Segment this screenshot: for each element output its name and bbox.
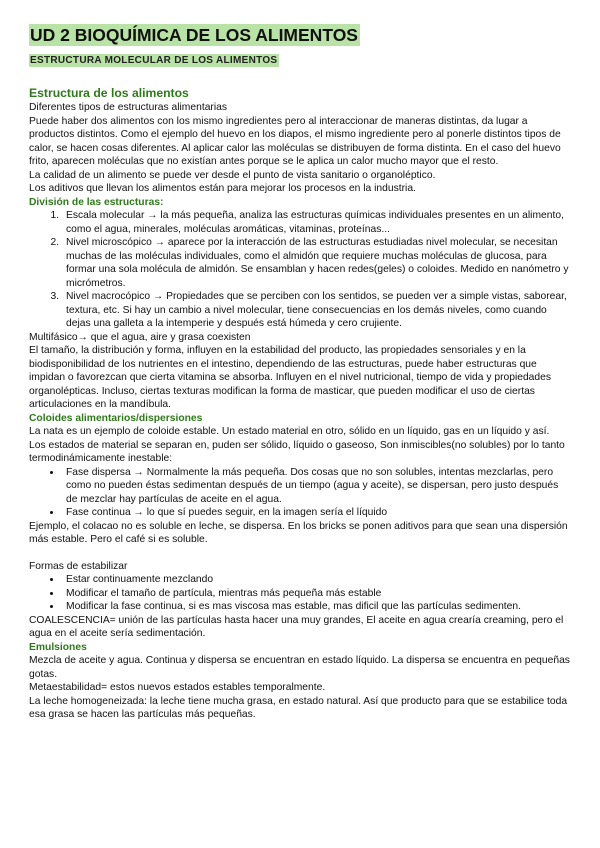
list-item: 3. Nivel macrocópico → Propiedades que se perciben con los sentidos, se pueden ver a simple vistas, saborear, textura, etc. Si hay un cambio a nivel molecular, tiene consecuencias en los demás niveles, como cuando dejas una galleta a la intemperie y después está húmeda y cero crujiente. [62, 290, 570, 331]
estabilizar-list [29, 573, 570, 614]
list-item: • Fase continua → lo que sí puedes seguir, en la imagen sería el líquido [62, 506, 570, 520]
paragraph: Ejemplo, el colacao no es soluble en leche, se dispersa. En los bricks se ponen aditivos para que sean una dispersión más estable. Pero el café si es soluble. [29, 520, 568, 545]
paragraph: La nata es un ejemplo de coloide estable. Un estado material en otro, sólido en un líquido, gas en un líquido y así. [29, 426, 550, 437]
section-heading-estructura: Estructura de los alimentos [29, 86, 189, 100]
fase-list [29, 466, 570, 520]
list-item: • Modificar el tamaño de partícula, mientras más pequeña más estable [62, 587, 570, 601]
page-subtitle: ESTRUCTURA MOLECULAR DE LOS ALIMENTOS [30, 55, 278, 66]
paragraph: Multifásico→ que el agua, aire y grasa coexisten [29, 331, 251, 343]
paragraph: Mezcla de aceite y agua. Continua y dispersa se encuentran en estado líquido. La dispersa se encuentra en pequeñas gotas. [29, 655, 570, 680]
subheading-division: División de las estructuras: [29, 196, 164, 208]
list-item: 2. Nivel microscópico → aparece por la interacción de las estructuras estudiadas nivel molecular, se necesitan muchas de las moléculas individuales, como el almidón que requiere muchas moléculas de glucosa, para formar una sola molécula de almidón. Se ensamblan y hacen redes(geles) o coloides. Medido en nanómetro y micrómetros. [62, 236, 570, 290]
subheading-coloides: Coloides alimentarios/dispersiones [29, 412, 203, 424]
paragraph: Los aditivos que llevan los alimentos están para mejorar los procesos en la industria. [29, 183, 416, 194]
paragraph: Puede haber dos alimentos con los mismo ingredientes pero al interaccionar de maneras distintas, da lugar a productos distintos. Como el ejemplo del huevo en los diapos, el mismo ingrediente pero al ponerle distintos tipos de calor, se hacen cosas diferentes. Al aplicar calor las moléculas se distribuyen de forma distinta. En el caso del huevo frito, aparecen moléculas que no existían antes porque se le aplica un calor mucho mayor que el resto. [29, 115, 561, 167]
paragraph: El tamaño, la distribución y forma, influyen en la estabilidad del producto, las propiedades sensoriales y en la biodisponibilidad de los nutrientes en el intestino, dependiendo de las estructuras, puede haber estructuras que impidan o favorezcan que cierta vitamina se absorba. Influyen en el nivel nutricional, tiempo de vida y propiedades organolépticas. Incluso, ciertas texturas modifican la forma de masticar, que pueden modificar el uso de ciertas articulaciones en la mandíbula. [29, 345, 552, 410]
division-list [29, 209, 570, 331]
page-title: UD 2 BIOQUÍMICA DE LOS ALIMENTOS [30, 25, 358, 45]
paragraph: Los estados de material se separan en, puden ser sólido, líquido o gaseoso, Son inmiscibles(no solubles) por lo tanto termodinámicamente inestable: [29, 439, 565, 464]
list-item: • Modificar la fase continua, si es mas viscosa mas estable, mas dificil que las partículas sedimenten. [62, 600, 570, 614]
subheading-emulsiones: Emulsiones [29, 641, 87, 653]
paragraph: Diferentes tipos de estructuras alimentarias [29, 102, 228, 113]
paragraph: COALESCENCIA= unión de las partículas hasta hacer una muy grandes, El aceite en agua crearía creaming, pero el agua en el aceite sería sedimentación. [29, 614, 564, 639]
blank-line [29, 547, 570, 560]
list-item: 1. Escala molecular → la más pequeña, analiza las estructuras químicas individuales presentes en un alimento, como el agua, minerales, moléculas aromáticas, vitaminas, proteínas... [62, 209, 570, 236]
list-item: • Estar continuamente mezclando [62, 573, 570, 587]
list-item: • Fase dispersa → Normalmente la más pequeña. Dos cosas que no son solubles, intentas mezclarlas, pero como no pueden éstas sedimentan después de un tiempo (agua y aceite), se dispersan, pero justo después de mezclar hay partículas de aceite en el agua. [62, 466, 570, 507]
paragraph: La leche homogeneizada: la leche tiene mucha grasa, en estado natural. Así que producto para que se estabilice toda esa grasa se hacen las partículas más pequeñas. [29, 695, 568, 720]
paragraph: Metaestabilidad= estos nuevos estados estables temporalmente. [29, 682, 326, 693]
paragraph: La calidad de un alimento se puede ver desde el punto de vista sanitario o organoléptico. [29, 169, 436, 181]
paragraph: Formas de estabilizar [29, 560, 128, 572]
